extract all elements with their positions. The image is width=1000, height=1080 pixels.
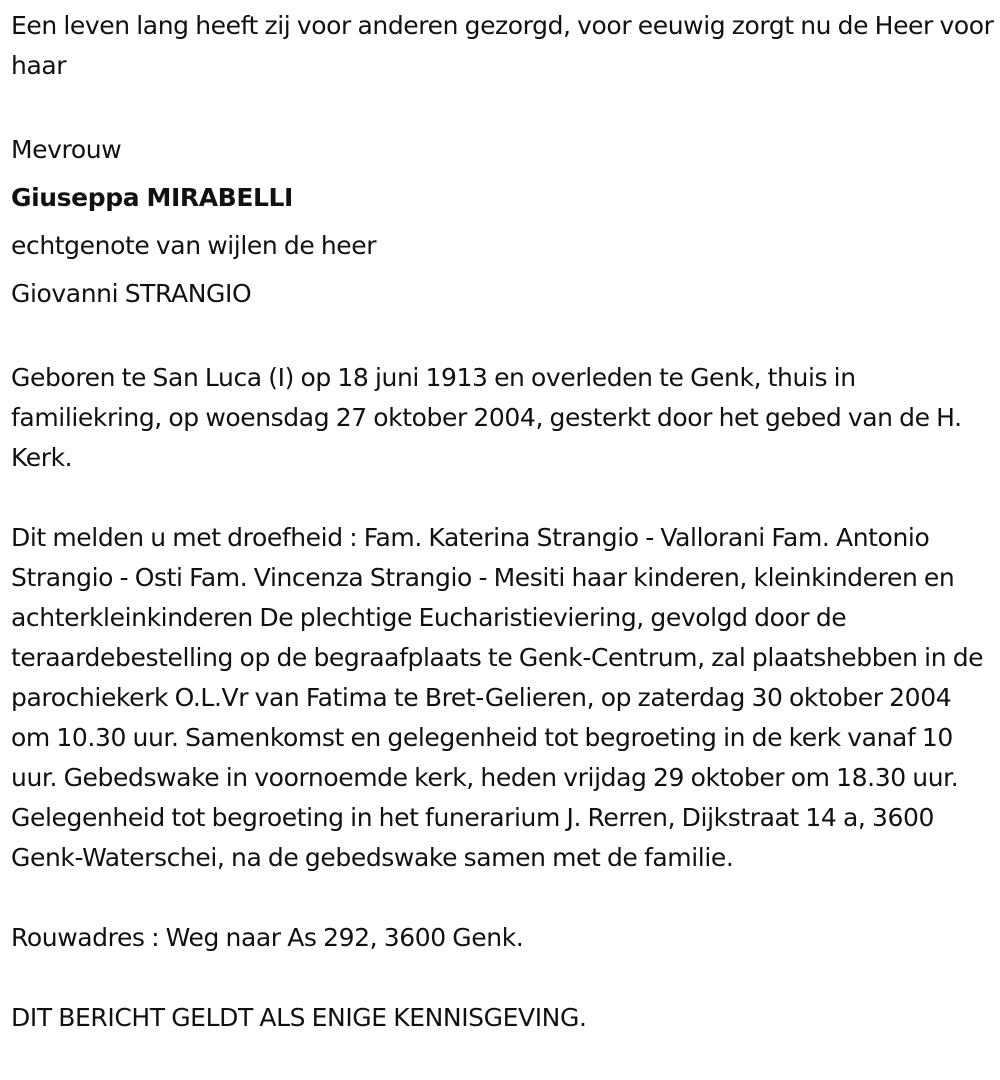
spacer <box>11 878 996 918</box>
mourning-address: Rouwadres : Weg naar As 292, 3600 Genk. <box>11 923 524 952</box>
title-prefix: Mevrouw <box>11 135 122 164</box>
notice-line: DIT BERICHT GELDT ALS ENIGE KENNISGEVING. <box>11 1003 587 1032</box>
spacer <box>11 318 996 358</box>
birth-death-paragraph: Geboren te San Luca (I) op 18 juni 1913 en overleden te Genk, thuis in familiekring, op woensdag 27 oktober 2004, gesterkt door het gebed van de H. Kerk. <box>11 363 962 472</box>
deceased-name: Giuseppa MIRABELLI <box>11 183 293 212</box>
spouse-relation: echtgenote van wijlen de heer <box>11 231 377 260</box>
spouse-name: Giovanni STRANGIO <box>11 279 252 308</box>
spacer <box>11 478 996 518</box>
opening-quote: Een leven lang heeft zij voor anderen gezorgd, voor eeuwig zorgt nu de Heer voor haar <box>11 11 994 80</box>
spacer <box>11 958 996 998</box>
obituary-text <box>11 6 996 1038</box>
spacer <box>11 86 996 126</box>
announcement-paragraph: Dit melden u met droefheid : Fam. Katerina Strangio - Vallorani Fam. Antonio Strangio - Osti Fam. Vincenza Strangio - Mesiti haar kinderen, kleinkinderen en achterkleinkinderen De plechtige Eucharistieviering, gevolgd door de teraardebestelling op de begraafplaats te Genk-Centrum, zal plaatshebben in de parochiekerk O.L.Vr van Fatima te Bret-Gelieren, op zaterdag 30 oktober 2004 om 10.30 uur. Samenkomst en gelegenheid tot begroeting in de kerk vanaf 10 uur. Gebedswake in voornoemde kerk, heden vrijdag 29 oktober om 18.30 uur. Gelegenheid tot begroeting in het funerarium J. Rerren, Dijkstraat 14 a, 3600 Genk-Waterschei, na de gebedswake samen met de familie. <box>11 523 984 872</box>
